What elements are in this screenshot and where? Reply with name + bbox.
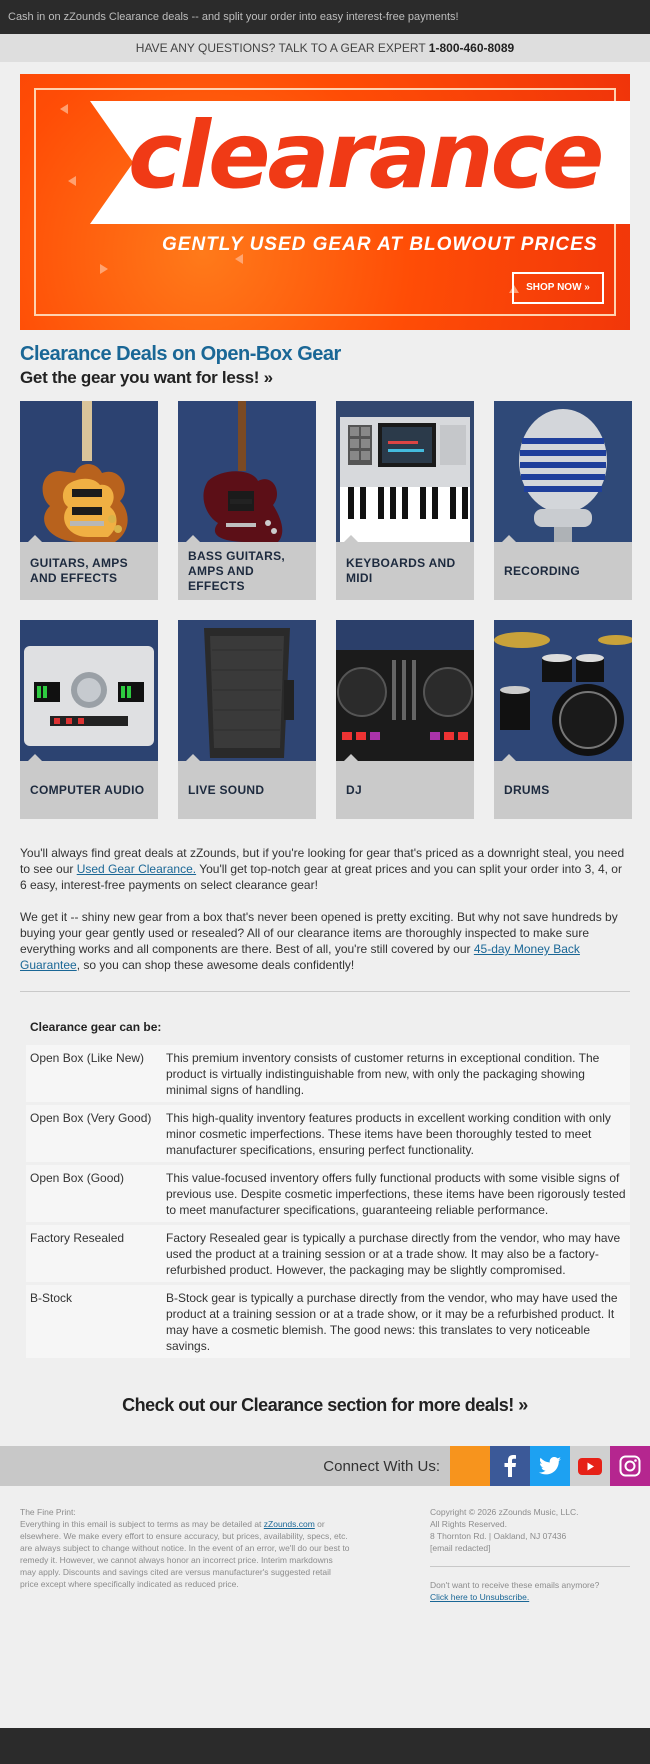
tile-notch xyxy=(28,535,42,542)
company-info xyxy=(430,1506,630,1603)
tile-notch xyxy=(502,754,516,761)
clearance-hero-banner[interactable] xyxy=(20,74,630,330)
category-label: DRUMS xyxy=(504,782,550,797)
table-row xyxy=(26,1105,630,1162)
paragraph-text: You'll get top-notch gear at great prices and you can split your order into 3, 4, or 6 easy, interest-free payments on select clearance gear! xyxy=(20,862,622,892)
tile-notch xyxy=(28,754,42,761)
fine-print-body xyxy=(20,1518,350,1590)
electric-guitar-icon xyxy=(20,401,158,542)
money-back-guarantee-link[interactable]: 45-day Money Back Guarantee xyxy=(20,942,580,972)
fine-print-title: The Fine Print: xyxy=(20,1507,76,1517)
blog-icon[interactable] xyxy=(450,1446,490,1486)
category-label: BASS GUITARS, AMPS AND EFFECTS xyxy=(188,548,286,593)
bass-guitar-icon xyxy=(178,401,316,542)
dj-controller-icon xyxy=(336,620,474,761)
intro-paragraph xyxy=(20,909,630,973)
facebook-icon[interactable] xyxy=(490,1446,530,1486)
help-text: HAVE ANY QUESTIONS? TALK TO A GEAR EXPERT xyxy=(135,41,426,55)
tile-notch xyxy=(186,535,200,542)
divider xyxy=(20,991,630,992)
table-row xyxy=(26,1045,630,1102)
table-row xyxy=(26,1165,630,1222)
audio-interface-icon xyxy=(20,620,158,761)
intro-copy xyxy=(20,845,630,973)
unsubscribe-link[interactable]: Click here to Unsubscribe. xyxy=(430,1592,530,1602)
tile-notch xyxy=(186,754,200,761)
category-label: DJ xyxy=(346,782,362,797)
category-label: GUITARS, AMPS AND EFFECTS xyxy=(30,556,128,585)
address: 8 Thornton Rd. | Oakland, NJ 07436 xyxy=(430,1531,567,1541)
clearance-cta-link[interactable]: Check out our Clearance section for more deals! » xyxy=(122,1395,528,1415)
category-label: COMPUTER AUDIO xyxy=(30,782,145,797)
speaker-icon xyxy=(178,620,316,761)
category-grid xyxy=(20,401,630,819)
condition-term: Open Box (Like New) xyxy=(26,1045,162,1102)
condition-term: B-Stock xyxy=(26,1285,162,1358)
bottom-bar xyxy=(0,1728,650,1764)
category-tile-live-sound[interactable] xyxy=(178,620,316,819)
table-row xyxy=(26,1225,630,1282)
condition-term: Open Box (Good) xyxy=(26,1165,162,1222)
microphone-icon xyxy=(494,401,632,542)
intro-paragraph xyxy=(20,845,630,893)
condition-description: Factory Resealed gear is typically a purchase directly from the vendor, who may have used the product at a training session or at a trade show. It may also be a factory-refurbished product. However, the packaging may be slightly compromised. xyxy=(162,1225,630,1282)
hero-headline: clearance xyxy=(128,102,602,209)
category-tile-computer-audio[interactable] xyxy=(20,620,158,819)
hero-tagline: GENTLY USED GEAR AT BLOWOUT PRICES xyxy=(162,234,598,255)
footer-divider xyxy=(430,1566,630,1567)
social-bar xyxy=(0,1446,650,1486)
shop-now-button[interactable]: SHOP NOW » xyxy=(512,272,604,304)
zzounds-link[interactable]: zZounds.com xyxy=(263,1519,315,1529)
paragraph-text: You'll always find great deals at zZounds, but if you're looking for gear that's priced as a downright steal, you need to see our xyxy=(20,846,625,876)
copyright: Copyright © 2026 zZounds Music, LLC. xyxy=(430,1507,579,1517)
tile-notch xyxy=(502,535,516,542)
keyboard-icon xyxy=(336,401,474,542)
category-tile-dj[interactable] xyxy=(336,620,474,819)
category-tile-drums[interactable] xyxy=(494,620,632,819)
footer xyxy=(0,1486,650,1623)
fine-print xyxy=(20,1506,350,1603)
category-tile-recording[interactable] xyxy=(494,401,632,600)
used-gear-clearance-link[interactable]: Used Gear Clearance. xyxy=(76,862,197,876)
tile-notch xyxy=(344,754,358,761)
conditions-table xyxy=(26,1042,630,1361)
condition-description: This premium inventory consists of customer returns in exceptional condition. The product is virtually indistinguishable from new, with only the packaging showing minimal signs of handling. xyxy=(162,1045,630,1102)
help-bar xyxy=(0,34,650,62)
instagram-icon[interactable] xyxy=(610,1446,650,1486)
condition-term: Factory Resealed xyxy=(26,1225,162,1282)
drum-kit-icon xyxy=(494,620,632,761)
category-tile-bass[interactable] xyxy=(178,401,316,600)
condition-description: This value-focused inventory offers fully functional products with some visible signs of previous use. Despite cosmetic imperfections, these items have been rigorously tested to meet manufacturer specifications, guaranteeing reliable performance. xyxy=(162,1165,630,1222)
section-subtitle-link[interactable]: Get the gear you want for less! » xyxy=(20,368,273,387)
promo-text: Cash in on zZounds Clearance deals -- and split your order into easy interest-free payments! xyxy=(8,11,459,23)
connect-label: Connect With Us: xyxy=(323,1457,440,1475)
category-label: RECORDING xyxy=(504,563,581,578)
promo-topbar xyxy=(0,0,650,34)
paragraph-text: , so you can shop these awesome deals confidently! xyxy=(76,958,355,972)
category-tile-keyboards[interactable] xyxy=(336,401,474,600)
table-row xyxy=(26,1285,630,1358)
section-title: Clearance Deals on Open-Box Gear xyxy=(20,343,341,365)
unsubscribe-text: Don't want to receive these emails anymore? xyxy=(430,1580,600,1590)
category-label: KEYBOARDS AND MIDI xyxy=(346,556,456,585)
condition-term: Open Box (Very Good) xyxy=(26,1105,162,1162)
youtube-icon[interactable] xyxy=(570,1446,610,1486)
fine-print-text: or elsewhere. We make every effort to ensure accuracy, but prices, availability, specs, etc. are always subject to change without notice. In the event of an error, we'll do our best to remedy it. However, we cannot always honor an incorrect price. Interim markdowns may apply. Discounts and savings cited are versus manufacturer's suggested retail price except where specifically indicated as reduced price. xyxy=(20,1519,350,1589)
category-label: LIVE SOUND xyxy=(188,782,265,797)
condition-description: B-Stock gear is typically a purchase directly from the vendor, who may have used the product at a training session or at a trade show, or it may be a refurbished product. It may have a cosmetic blemish. The good news: this translates to very noticeable savings. xyxy=(162,1285,630,1358)
email: [email redacted] xyxy=(430,1543,491,1553)
phone-number[interactable]: 1-800-460-8089 xyxy=(428,41,515,55)
twitter-icon[interactable] xyxy=(530,1446,570,1486)
paragraph-text: We get it -- shiny new gear from a box that's never been opened is pretty exciting. But why not save hundreds by buying your gear gently used or resealed? All of our clearance items are thoroughly inspected to make sure everything works and all components are there. Best of all, you're still covered by our xyxy=(20,910,618,956)
conditions-title: Clearance gear can be: xyxy=(30,1020,162,1034)
fine-print-text: Everything in this email is subject to terms as may be detailed at xyxy=(20,1519,264,1529)
condition-description: This high-quality inventory features products in excellent working condition with only minor cosmetic imperfections. These items have been thoroughly tested to meet manufacturer specifications, ensuring perfect functionality. xyxy=(162,1105,630,1162)
tile-notch xyxy=(344,535,358,542)
category-tile-guitars[interactable] xyxy=(20,401,158,600)
rights: All Rights Reserved. xyxy=(430,1519,508,1529)
